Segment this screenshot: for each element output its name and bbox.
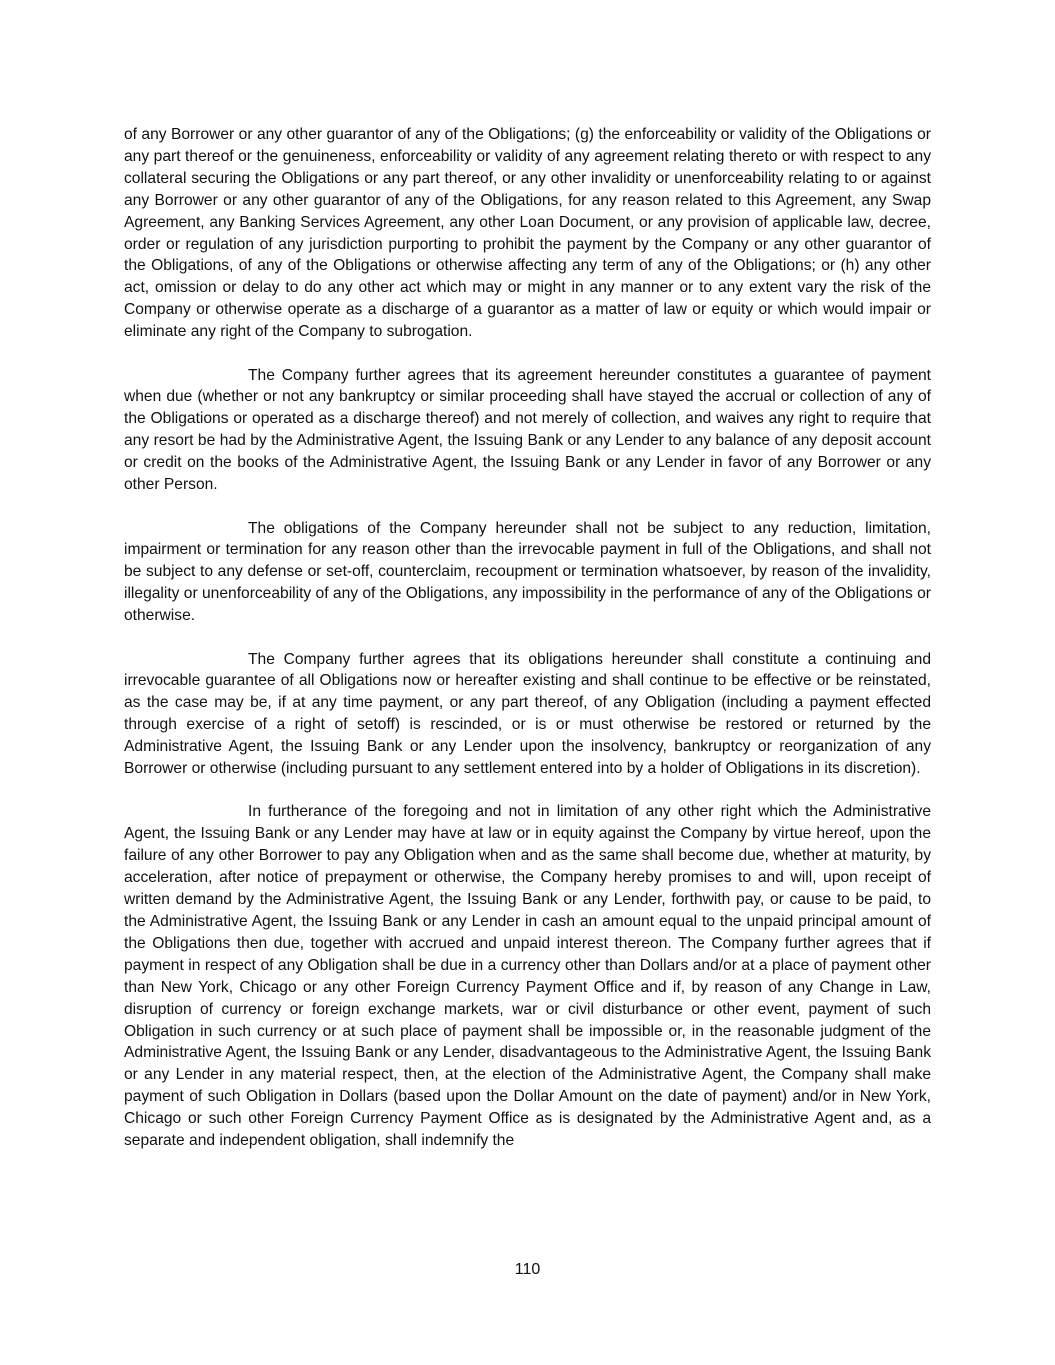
page-number: 110	[514, 1261, 541, 1278]
paragraph-obligations-not-subject: The obligations of the Company hereunder shall not be subject to any reduction, limitation, impairment or termination for any reason other than the irrevocable payment in full of the Obligations, and shall not be subject to any defense or set-off, counterclaim, recoupment or termination whatsoever, by reason of the invalidity, illegality or unenforceability of any of the Obligations, any impossibility in the performance of any of the Obligations or otherwise.	[124, 519, 931, 625]
paragraph-guarantee-of-payment: The Company further agrees that its agreement hereunder constitutes a guarantee of payment when due (whether or not any bankruptcy or similar proceeding shall have stayed the accrual or collection of any of the Obligations or operated as a discharge thereof) and not merely of collection, and waives any right to require that any resort be had by the Administrative Agent, the Issuing Bank or any Lender to any balance of any deposit account or credit on the books of the Administrative Agent, the Issuing Bank or any Lender in favor of any Borrower or any other Person.	[124, 366, 931, 494]
document-page	[124, 124, 931, 1152]
paragraph-continued: of any Borrower or any other guarantor of any of the Obligations; (g) the enforceability or validity of the Obligations or any part thereof or the genuineness, enforceability or validity of any agreement relating thereto or with respect to any collateral securing the Obligations or any part thereof, or any other invalidity or unenforceability relating to or against any Borrower or any other guarantor of any of the Obligations, for any reason related to this Agreement, any Swap Agreement, any Banking Services Agreement, any other Loan Document, or any provision of applicable law, decree, order or regulation of any jurisdiction purporting to prohibit the payment by the Company or any other guarantor of the Obligations, of any of the Obligations or otherwise affecting any term of any of the Obligations; or (h) any other act, omission or delay to do any other act which may or might in any manner or to any extent vary the risk of the Company or otherwise operate as a discharge of a guarantor as a matter of law or equity or which would impair or eliminate any right of the Company to subrogation.	[124, 126, 931, 341]
paragraph-furtherance: In furtherance of the foregoing and not in limitation of any other right which the Administrative Agent, the Issuing Bank or any Lender may have at law or in equity against the Company by virtue hereof, upon the failure of any other Borrower to pay any Obligation when and as the same shall become due, whether at maturity, by acceleration, after notice of prepayment or otherwise, the Company hereby promises to and will, upon receipt of written demand by the Administrative Agent, the Issuing Bank or any Lender, forthwith pay, or cause to be paid, to the Administrative Agent, the Issuing Bank or any Lender in cash an amount equal to the unpaid principal amount of the Obligations then due, together with accrued and unpaid interest thereon. The Company further agrees that if payment in respect of any Obligation shall be due in a currency other than Dollars and/or at a place of payment other than New York, Chicago or any other Foreign Currency Payment Office and if, by reason of any Change in Law, disruption of currency or foreign exchange markets, war or civil disturbance or other event, payment of such Obligation in such currency or at such place of payment shall be impossible or, in the reasonable judgment of the Administrative Agent, the Issuing Bank or any Lender, disadvantageous to the Administrative Agent, the Issuing Bank or any Lender in any material respect, then, at the election of the Administrative Agent, the Company shall make payment of such Obligation in Dollars (based upon the Dollar Amount on the date of payment) and/or in New York, Chicago or such other Foreign Currency Payment Office as is designated by the Administrative Agent and, as a separate and independent obligation, shall indemnify the	[124, 803, 931, 1150]
paragraph-continuing-guarantee: The Company further agrees that its obligations hereunder shall constitute a continuing and irrevocable guarantee of all Obligations now or hereafter existing and shall continue to be effective or be reinstated, as the case may be, if at any time payment, or any part thereof, of any Obligation (including a payment effected through exercise of a right of setoff) is rescinded, or is or must otherwise be restored or returned by the Administrative Agent, the Issuing Bank or any Lender upon the insolvency, bankruptcy or reorganization of any Borrower or otherwise (including pursuant to any settlement entered into by a holder of Obligations in its discretion).	[124, 650, 931, 778]
